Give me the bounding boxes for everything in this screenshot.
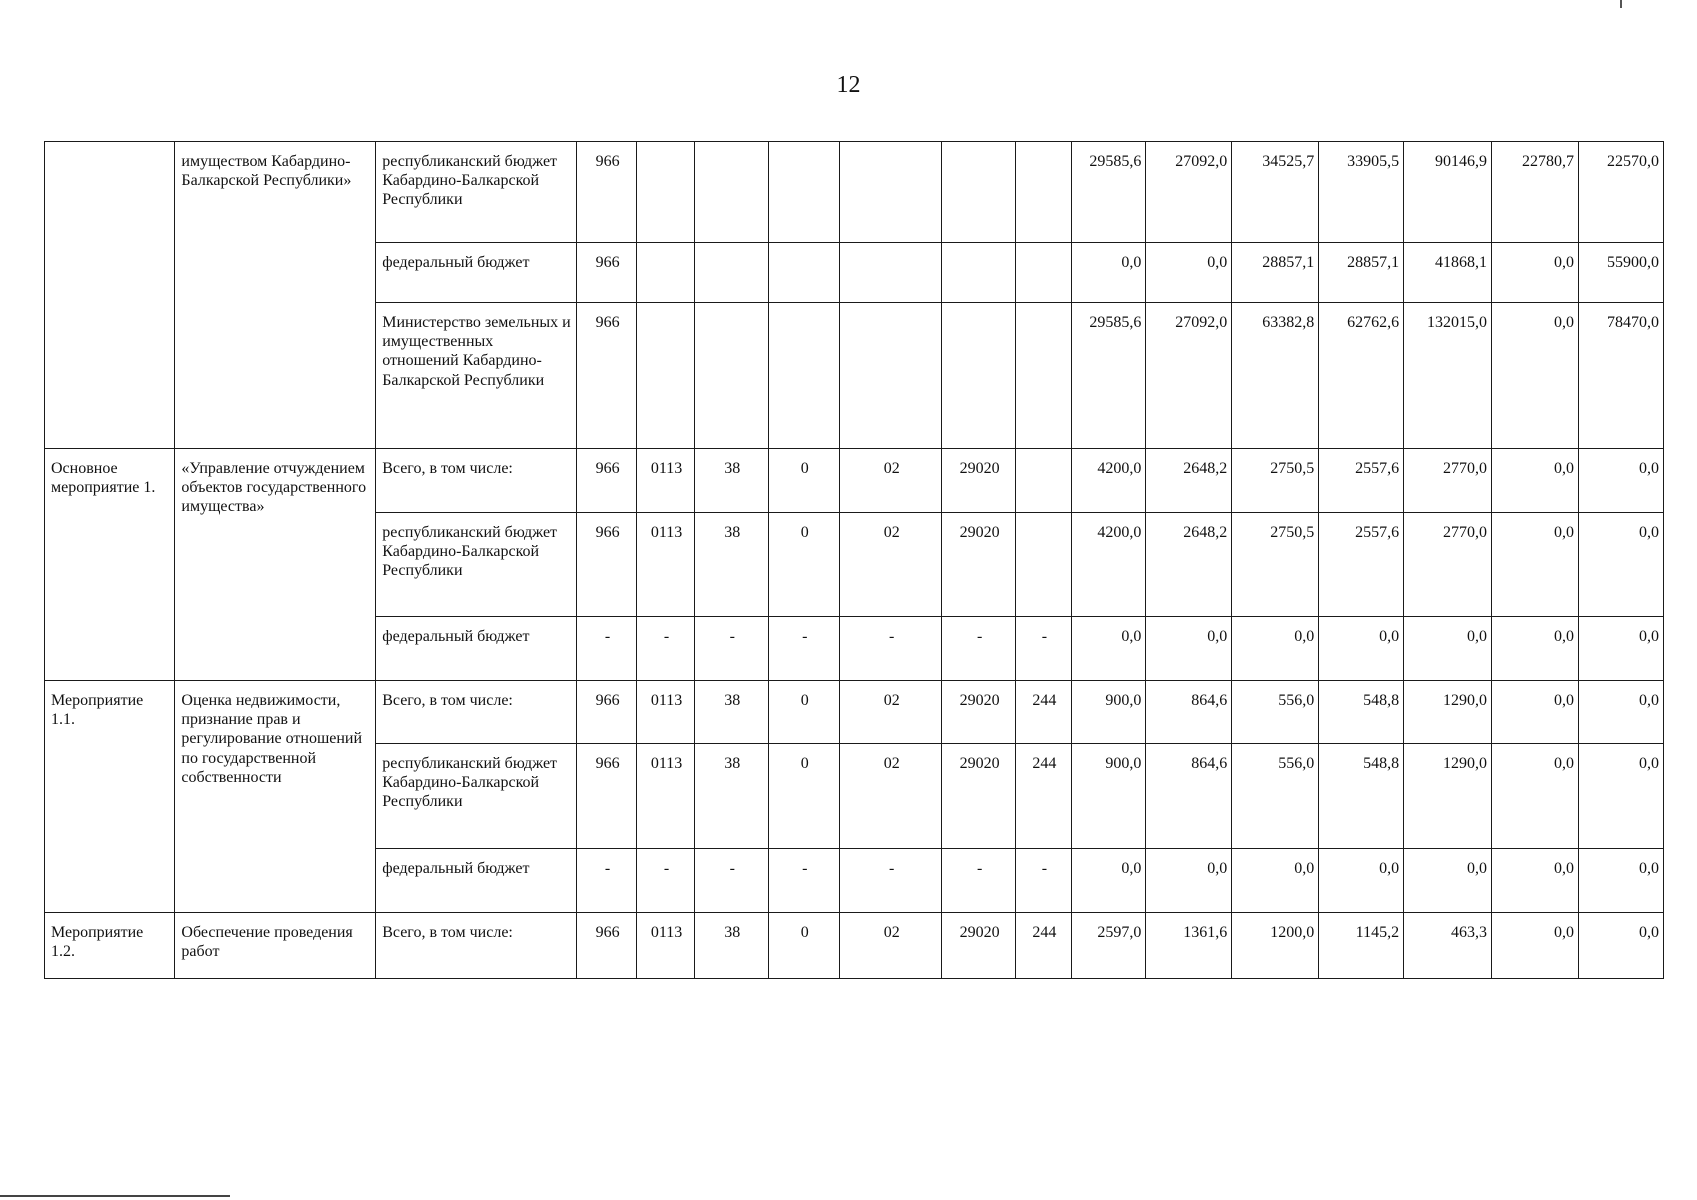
amount-cell: 1361,6 xyxy=(1146,913,1232,979)
amount-cell: 0,0 xyxy=(1146,849,1232,913)
funding-source-cell: федеральный бюджет xyxy=(376,849,577,913)
table-row xyxy=(45,681,1664,744)
amount-cell: 900,0 xyxy=(1071,744,1146,849)
amount-cell: 0,0 xyxy=(1319,617,1404,681)
funding-source-cell: Всего, в том числе: xyxy=(376,681,577,744)
amount-cell: 0,0 xyxy=(1404,849,1492,913)
amount-cell: 864,6 xyxy=(1146,681,1232,744)
amount-cell: 900,0 xyxy=(1071,681,1146,744)
amount-cell: 0,0 xyxy=(1579,681,1664,744)
program-code-cell: 38 xyxy=(695,449,768,513)
direction-code-cell xyxy=(942,142,1015,243)
amount-cell: 0,0 xyxy=(1492,513,1579,617)
scan-artifact-mark xyxy=(1620,0,1622,8)
program-code-cell: 38 xyxy=(695,513,768,617)
gr-code-cell: 966 xyxy=(577,744,637,849)
amount-cell: 1290,0 xyxy=(1404,744,1492,849)
amount-cell: 0,0 xyxy=(1579,744,1664,849)
amount-cell: 2770,0 xyxy=(1404,513,1492,617)
table-row xyxy=(45,449,1664,513)
amount-cell: 27092,0 xyxy=(1146,142,1232,243)
rzpr-code-cell xyxy=(637,303,695,449)
rzpr-code-cell: 0113 xyxy=(637,681,695,744)
main-event-code-cell: 02 xyxy=(839,449,941,513)
rzpr-code-cell: - xyxy=(637,849,695,913)
direction-code-cell: 29020 xyxy=(942,913,1015,979)
amount-cell: 0,0 xyxy=(1319,849,1404,913)
amount-cell: 2750,5 xyxy=(1232,513,1319,617)
program-code-cell: 38 xyxy=(695,744,768,849)
program-code-cell: 38 xyxy=(695,681,768,744)
funding-source-cell: федеральный бюджет xyxy=(376,617,577,681)
event-name-cell: Обеспечение проведения работ xyxy=(175,913,376,979)
program-code-cell xyxy=(695,243,768,303)
amount-cell: 2597,0 xyxy=(1071,913,1146,979)
amount-cell: 0,0 xyxy=(1492,617,1579,681)
rzpr-code-cell: 0113 xyxy=(637,513,695,617)
amount-cell: 548,8 xyxy=(1319,681,1404,744)
funding-source-cell: федеральный бюджет xyxy=(376,243,577,303)
amount-cell: 0,0 xyxy=(1404,617,1492,681)
expense-type-code-cell: 244 xyxy=(1015,913,1071,979)
amount-cell: 0,0 xyxy=(1492,303,1579,449)
direction-code-cell: 29020 xyxy=(942,681,1015,744)
rzpr-code-cell xyxy=(637,243,695,303)
scan-artifact-line xyxy=(0,1195,230,1197)
event-type-cell xyxy=(45,142,175,449)
event-type-cell: Мероприятие 1.2. xyxy=(45,913,175,979)
event-type-cell: Мероприятие 1.1. xyxy=(45,681,175,913)
direction-code-cell: 29020 xyxy=(942,744,1015,849)
gr-code-cell: - xyxy=(577,617,637,681)
direction-code-cell xyxy=(942,243,1015,303)
amount-cell: 0,0 xyxy=(1146,617,1232,681)
subprogram-code-cell: - xyxy=(768,849,839,913)
gr-code-cell: 966 xyxy=(577,142,637,243)
table-row xyxy=(45,913,1664,979)
event-name-cell: имуществом Кабардино-Балкарской Республики» xyxy=(175,142,376,449)
gr-code-cell: 966 xyxy=(577,513,637,617)
program-code-cell xyxy=(695,303,768,449)
program-code-cell xyxy=(695,142,768,243)
amount-cell: 28857,1 xyxy=(1319,243,1404,303)
funding-source-cell: республиканский бюджет Кабардино-Балкарской Республики xyxy=(376,142,577,243)
amount-cell: 0,0 xyxy=(1492,243,1579,303)
amount-cell: 33905,5 xyxy=(1319,142,1404,243)
amount-cell: 0,0 xyxy=(1492,449,1579,513)
expense-type-code-cell xyxy=(1015,303,1071,449)
amount-cell: 62762,6 xyxy=(1319,303,1404,449)
amount-cell: 2648,2 xyxy=(1146,449,1232,513)
rzpr-code-cell: 0113 xyxy=(637,744,695,849)
amount-cell: 2557,6 xyxy=(1319,513,1404,617)
main-event-code-cell: 02 xyxy=(839,513,941,617)
expense-type-code-cell: - xyxy=(1015,617,1071,681)
event-name-cell: «Управление отчуждением объектов государственного имущества» xyxy=(175,449,376,681)
amount-cell: 1145,2 xyxy=(1319,913,1404,979)
amount-cell: 28857,1 xyxy=(1232,243,1319,303)
amount-cell: 63382,8 xyxy=(1232,303,1319,449)
amount-cell: 0,0 xyxy=(1071,849,1146,913)
amount-cell: 0,0 xyxy=(1579,913,1664,979)
amount-cell: 0,0 xyxy=(1579,849,1664,913)
amount-cell: 0,0 xyxy=(1071,243,1146,303)
subprogram-code-cell: 0 xyxy=(768,513,839,617)
main-event-code-cell xyxy=(839,142,941,243)
main-event-code-cell xyxy=(839,303,941,449)
subprogram-code-cell: - xyxy=(768,617,839,681)
rzpr-code-cell xyxy=(637,142,695,243)
program-code-cell: 38 xyxy=(695,913,768,979)
amount-cell: 1200,0 xyxy=(1232,913,1319,979)
gr-code-cell: 966 xyxy=(577,681,637,744)
amount-cell: 29585,6 xyxy=(1071,142,1146,243)
amount-cell: 2770,0 xyxy=(1404,449,1492,513)
budget-table xyxy=(44,141,1664,979)
amount-cell: 0,0 xyxy=(1492,849,1579,913)
amount-cell: 34525,7 xyxy=(1232,142,1319,243)
amount-cell: 0,0 xyxy=(1232,849,1319,913)
gr-code-cell: 966 xyxy=(577,449,637,513)
amount-cell: 0,0 xyxy=(1232,617,1319,681)
program-code-cell: - xyxy=(695,849,768,913)
funding-source-cell: республиканский бюджет Кабардино-Балкарской Республики xyxy=(376,744,577,849)
amount-cell: 22780,7 xyxy=(1492,142,1579,243)
main-event-code-cell: 02 xyxy=(839,681,941,744)
gr-code-cell: - xyxy=(577,849,637,913)
amount-cell: 2557,6 xyxy=(1319,449,1404,513)
amount-cell: 864,6 xyxy=(1146,744,1232,849)
amount-cell: 0,0 xyxy=(1146,243,1232,303)
expense-type-code-cell: - xyxy=(1015,849,1071,913)
subprogram-code-cell: 0 xyxy=(768,681,839,744)
direction-code-cell: - xyxy=(942,849,1015,913)
expense-type-code-cell: 244 xyxy=(1015,744,1071,849)
expense-type-code-cell xyxy=(1015,513,1071,617)
amount-cell: 132015,0 xyxy=(1404,303,1492,449)
main-event-code-cell: - xyxy=(839,617,941,681)
funding-source-cell: Всего, в том числе: xyxy=(376,913,577,979)
funding-source-cell: республиканский бюджет Кабардино-Балкарской Республики xyxy=(376,513,577,617)
amount-cell: 0,0 xyxy=(1492,681,1579,744)
amount-cell: 548,8 xyxy=(1319,744,1404,849)
amount-cell: 2750,5 xyxy=(1232,449,1319,513)
subprogram-code-cell xyxy=(768,303,839,449)
amount-cell: 556,0 xyxy=(1232,744,1319,849)
gr-code-cell: 966 xyxy=(577,303,637,449)
event-type-cell: Основное мероприятие 1. xyxy=(45,449,175,681)
page-number: 12 xyxy=(836,72,861,98)
amount-cell: 29585,6 xyxy=(1071,303,1146,449)
amount-cell: 0,0 xyxy=(1579,449,1664,513)
amount-cell: 27092,0 xyxy=(1146,303,1232,449)
amount-cell: 2648,2 xyxy=(1146,513,1232,617)
amount-cell: 55900,0 xyxy=(1579,243,1664,303)
funding-source-cell: Министерство земельных и имущественных отношений Кабардино-Балкарской Республики xyxy=(376,303,577,449)
expense-type-code-cell: 244 xyxy=(1015,681,1071,744)
direction-code-cell: 29020 xyxy=(942,449,1015,513)
event-name-cell: Оценка недвижимости, признание прав и регулирование отношений по государственной собственности xyxy=(175,681,376,913)
amount-cell: 90146,9 xyxy=(1404,142,1492,243)
gr-code-cell: 966 xyxy=(577,243,637,303)
amount-cell: 1290,0 xyxy=(1404,681,1492,744)
amount-cell: 0,0 xyxy=(1071,617,1146,681)
amount-cell: 0,0 xyxy=(1492,744,1579,849)
program-code-cell: - xyxy=(695,617,768,681)
subprogram-code-cell: 0 xyxy=(768,744,839,849)
amount-cell: 4200,0 xyxy=(1071,449,1146,513)
gr-code-cell: 966 xyxy=(577,913,637,979)
amount-cell: 463,3 xyxy=(1404,913,1492,979)
main-event-code-cell: 02 xyxy=(839,744,941,849)
expense-type-code-cell xyxy=(1015,243,1071,303)
amount-cell: 4200,0 xyxy=(1071,513,1146,617)
amount-cell: 78470,0 xyxy=(1579,303,1664,449)
expense-type-code-cell xyxy=(1015,142,1071,243)
main-event-code-cell: 02 xyxy=(839,913,941,979)
table-row xyxy=(45,142,1664,243)
amount-cell: 0,0 xyxy=(1579,513,1664,617)
direction-code-cell xyxy=(942,303,1015,449)
amount-cell: 0,0 xyxy=(1579,617,1664,681)
subprogram-code-cell xyxy=(768,142,839,243)
funding-source-cell: Всего, в том числе: xyxy=(376,449,577,513)
subprogram-code-cell: 0 xyxy=(768,913,839,979)
main-event-code-cell: - xyxy=(839,849,941,913)
subprogram-code-cell xyxy=(768,243,839,303)
amount-cell: 22570,0 xyxy=(1579,142,1664,243)
amount-cell: 0,0 xyxy=(1492,913,1579,979)
rzpr-code-cell: - xyxy=(637,617,695,681)
rzpr-code-cell: 0113 xyxy=(637,913,695,979)
main-event-code-cell xyxy=(839,243,941,303)
direction-code-cell: - xyxy=(942,617,1015,681)
expense-type-code-cell xyxy=(1015,449,1071,513)
direction-code-cell: 29020 xyxy=(942,513,1015,617)
rzpr-code-cell: 0113 xyxy=(637,449,695,513)
amount-cell: 41868,1 xyxy=(1404,243,1492,303)
subprogram-code-cell: 0 xyxy=(768,449,839,513)
amount-cell: 556,0 xyxy=(1232,681,1319,744)
